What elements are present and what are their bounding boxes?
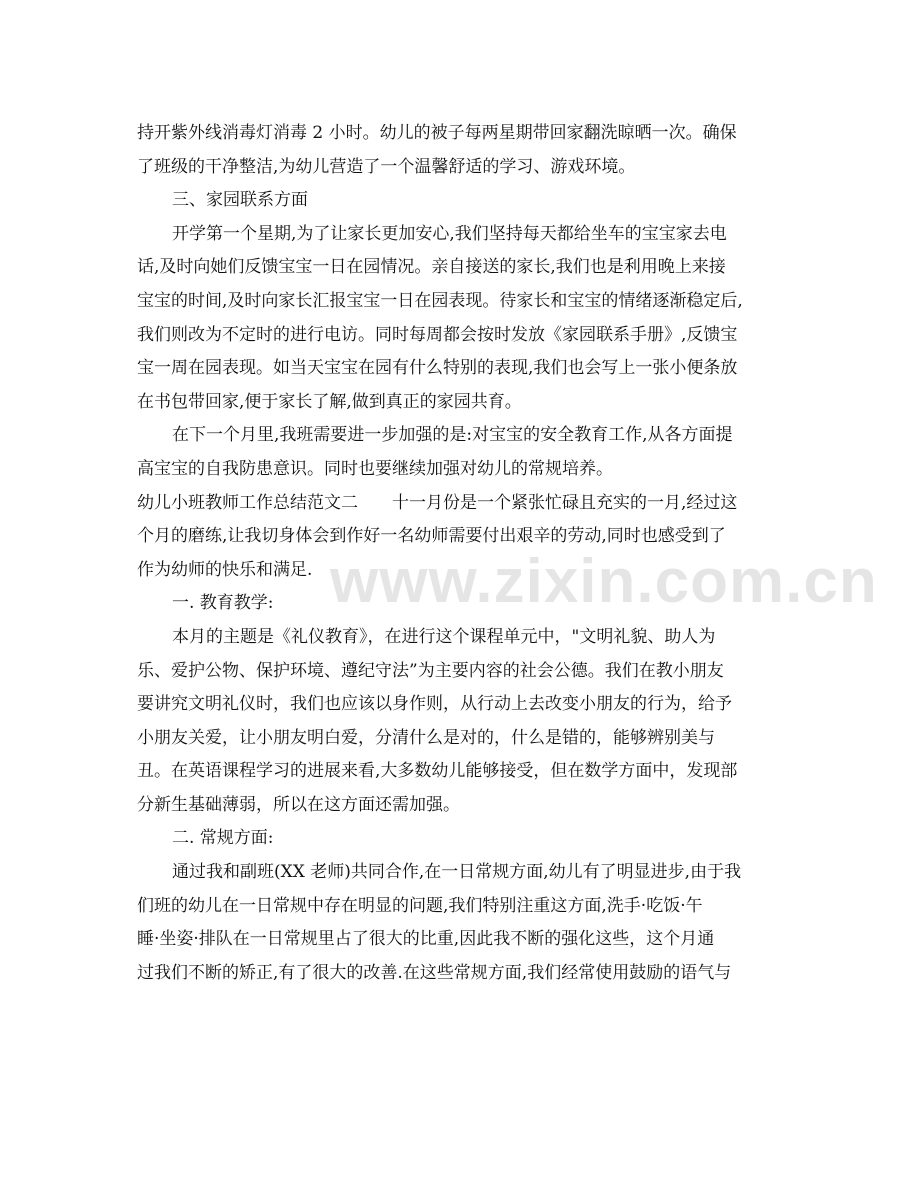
text-line: 分新生基础薄弱，所以在这方面还需加强。 [137, 794, 460, 815]
text-line: 要讲究文明礼仪时，我们也应该以身作则，从行动上去改变小朋友的行为，给予 [137, 694, 732, 715]
text-line: 宝宝的时间,及时向家长汇报宝宝一日在园表现。待家长和宝宝的情绪逐渐稳定后, [137, 290, 743, 311]
text-line: 本月的主题是《礼仪教育》，在进行这个课程单元中，"文明礼貌、助人为 [172, 626, 716, 647]
text-line: 开学第一个星期,为了让家长更加安心,我们坚持每天都给坐车的宝宝家去电 [172, 223, 727, 244]
text-line: 睡·坐姿·排队在一日常规里占了很大的比重,因此我不断的强化这些，这个月通 [137, 929, 715, 950]
text-line: 二. 常规方面: [172, 828, 274, 849]
text-line: 通过我和副班(XX 老师)共同合作,在一日常规方面,幼儿有了明显进步,由于我 [172, 862, 742, 883]
text-line: 一. 教育教学: [172, 593, 274, 614]
text-line: 我们则改为不定时的进行电访。同时每周都会按时发放《家园联系手册》,反馈宝 [137, 324, 738, 345]
text-line: 持开紫外线消毒灯消毒 2 小时。幼儿的被子每两星期带回家翻洗晾晒一次。确保 [137, 123, 737, 143]
text-line: 了班级的干净整洁,为幼儿营造了一个温馨舒适的学习、游戏环境。 [137, 156, 636, 177]
text-line: 个月的磨练,让我切身体会到作好一名幼师需要付出艰辛的劳动,同时也感受到了 [137, 526, 726, 547]
text-line: 乐、爱护公物、保护环境、遵纪守法”为主要内容的社会公德。我们在教小朋友 [137, 660, 724, 681]
text-line: 三、家园联系方面 [172, 190, 308, 211]
text-line: 丑。在英语课程学习的进展来看,大多数幼儿能够接受，但在数学方面中，发现部 [137, 761, 738, 782]
text-line: 过我们不断的矫正,有了很大的改善.在这些常规方面,我们经常使用鼓励的语气与 [137, 962, 732, 983]
text-line: 在下一个月里,我班需要进一步加强的是:对宝宝的安全教育工作,从各方面提 [172, 425, 733, 446]
document-body [137, 117, 797, 990]
watermark: www.zixin.com.cn [330, 547, 878, 616]
text-line: 宝一周在园表现。如当天宝宝在园有什么特别的表现,我们也会写上一张小便条放 [137, 358, 738, 379]
text-line: 在书包带回家,便于家长了解,做到真正的家园共育。 [137, 391, 522, 412]
text-line: 话,及时向她们反馈宝宝一日在园情况。亲自接送的家长,我们也是利用晚上来接 [137, 257, 726, 278]
text-line: 作为幼师的快乐和满足. [137, 559, 313, 580]
text-line: 小朋友关爱，让小朋友明白爱，分清什么是对的，什么是错的，能够辨别美与 [137, 727, 715, 748]
text-line: 们班的幼儿在一日常规中存在明显的问题,我们特别注重这方面,洗手·吃饭·午 [137, 895, 703, 916]
text-line: 高宝宝的自我防患意识。同时也要继续加强对幼儿的常规培养。 [137, 458, 613, 479]
text-line: 幼儿小班教师工作总结范文二 十一月份是一个紧张忙碌且充实的一月,经过这 [137, 492, 738, 513]
